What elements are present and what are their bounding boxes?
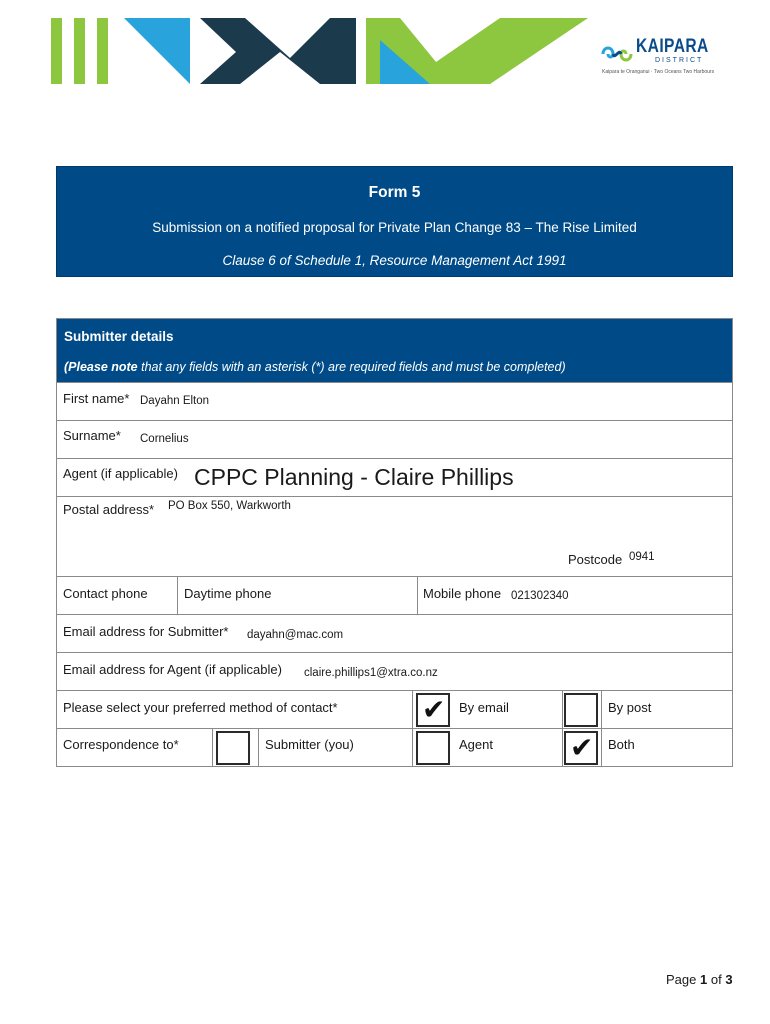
correspondence-label: Correspondence to* <box>63 737 179 752</box>
postal-address-field[interactable]: PO Box 550, Warkworth <box>168 500 291 512</box>
email-agent-field[interactable]: claire.phillips1@xtra.co.nz <box>304 667 438 679</box>
both-checkbox[interactable] <box>564 731 598 765</box>
banner-stripe <box>74 18 85 84</box>
row-postal-address <box>57 496 732 576</box>
form-header <box>56 166 733 277</box>
page-number <box>666 972 733 987</box>
submitter-details-table <box>56 318 733 767</box>
agent-option-label: Agent <box>459 737 493 752</box>
agent-label: Agent (if applicable) <box>63 466 178 481</box>
postcode-field[interactable]: 0941 <box>629 551 655 563</box>
daytime-phone-cell <box>177 577 417 614</box>
both-option-cell <box>562 729 732 766</box>
by-email-cell <box>412 691 562 728</box>
row-contact-phone <box>57 576 732 614</box>
agent-option-cell <box>412 729 562 766</box>
form-clause: Clause 6 of Schedule 1, Resource Management Act 1991 <box>222 253 567 268</box>
kaipara-swirl-icon <box>600 40 634 68</box>
surname-field[interactable]: Cornelius <box>140 433 189 445</box>
logo-tagline: Kaipara te Oranganui · Two Oceans Two Harbours <box>602 69 715 75</box>
both-option-label: Both <box>608 737 635 752</box>
surname-label: Surname* <box>63 428 121 443</box>
submitter-option-label-cell <box>258 729 413 766</box>
logo-wordmark: KAIPARA <box>636 36 709 57</box>
postal-address-label: Postal address* <box>63 502 155 517</box>
both-option-label-cell <box>601 729 733 766</box>
by-post-checkbox[interactable] <box>564 693 598 727</box>
logo-district: DISTRICT <box>655 57 704 64</box>
row-surname <box>57 420 732 458</box>
required-note-text: that any fields with an asterisk (*) are required fields and must be completed) <box>137 360 566 374</box>
page-total: 3 <box>725 972 733 987</box>
first-name-label: First name* <box>63 391 130 406</box>
postcode-label: Postcode <box>568 552 623 567</box>
by-post-cell <box>562 691 732 728</box>
mobile-phone-field[interactable]: 021302340 <box>511 590 569 602</box>
mobile-phone-cell <box>417 577 732 614</box>
required-note <box>64 360 566 374</box>
row-email-agent <box>57 652 732 690</box>
contact-phone-label: Contact phone <box>63 586 148 601</box>
required-note-bold: (Please note <box>64 360 138 374</box>
banner-stripe <box>97 18 108 84</box>
email-agent-label: Email address for Agent (if applicable) <box>63 662 282 677</box>
row-agent <box>57 458 732 496</box>
form-subtitle: Submission on a notified proposal for Private Plan Change 83 – The Rise Limited <box>152 220 637 235</box>
check-mark-icon: ✔ <box>422 693 446 726</box>
banner-blue-triangle <box>124 18 190 84</box>
agent-field[interactable]: CPPC Planning - Claire Phillips <box>194 464 514 490</box>
mobile-phone-label: Mobile phone <box>423 586 502 601</box>
row-first-name <box>57 382 732 420</box>
page-word: Page <box>666 972 697 987</box>
kaipara-logo <box>598 36 728 80</box>
agent-checkbox[interactable] <box>416 731 450 765</box>
submitter-checkbox[interactable] <box>216 731 250 765</box>
of-word: of <box>710 972 722 987</box>
daytime-phone-label: Daytime phone <box>184 586 272 601</box>
banner-dark-chevron <box>200 18 356 84</box>
page-current: 1 <box>700 972 708 987</box>
submitter-option-label: Submitter (you) <box>265 737 354 752</box>
contact-method-label: Please select your preferred method of contact* <box>63 700 338 715</box>
email-submitter-label: Email address for Submitter* <box>63 624 229 639</box>
row-email-submitter <box>57 614 732 652</box>
submitter-option-cell <box>212 729 412 766</box>
first-name-field[interactable]: Dayahn Elton <box>140 395 210 407</box>
by-post-label-cell <box>601 691 733 728</box>
form-title: Form 5 <box>368 184 421 201</box>
email-submitter-field[interactable]: dayahn@mac.com <box>247 629 344 641</box>
row-preferred-contact <box>57 690 732 728</box>
by-post-label: By post <box>608 700 652 715</box>
row-correspondence <box>57 728 732 766</box>
banner-stripe <box>51 18 62 84</box>
section-title: Submitter details <box>64 329 174 344</box>
section-header <box>57 319 732 382</box>
check-mark-icon: ✔ <box>570 731 594 764</box>
by-email-label: By email <box>459 700 509 715</box>
by-email-checkbox[interactable] <box>416 693 450 727</box>
